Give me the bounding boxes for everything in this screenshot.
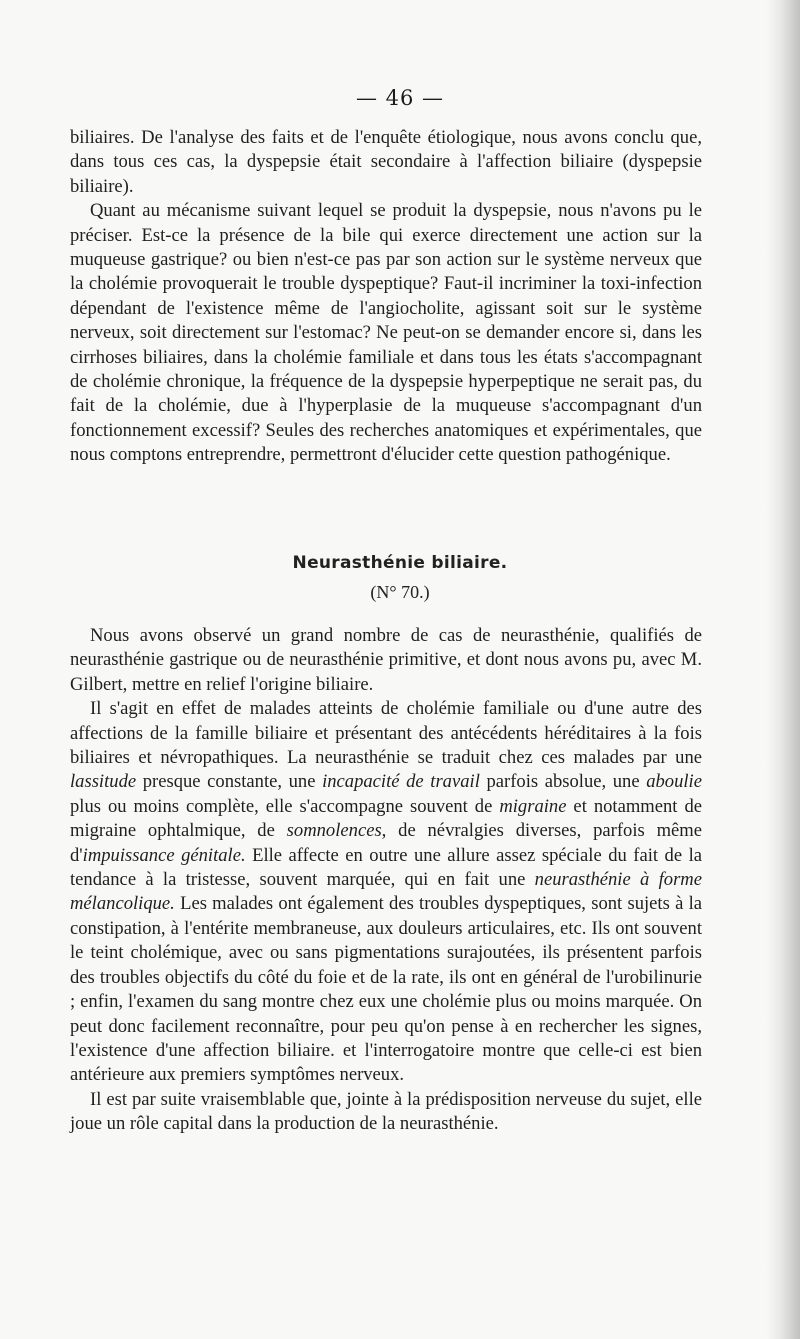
text-run: plus ou moins complète, elle s'accompagne souvent de — [70, 795, 500, 817]
page-number: — 46 — — [355, 86, 445, 110]
text-block-bottom — [70, 624, 702, 1137]
text-run: et notamment de migraine ophtalmique, de — [70, 795, 702, 842]
text-run: presque constante, une — [136, 771, 323, 793]
text-block-top — [70, 126, 702, 468]
paragraph-symptoms — [70, 697, 702, 1088]
emphasis-aboulie: aboulie — [646, 771, 702, 793]
emphasis-impuissance: impuissance génitale. — [82, 844, 246, 866]
paragraph-observation: Nous avons observé un grand nombre de cas de neurasthénie, qualifiés de neurasthénie gastrique ou de neurasthénie primitive, et dont nous avons pu, avec M. Gilbert, mettre en relief l'origine biliaire. — [70, 625, 702, 695]
text-run: Les malades ont également des troubles dyspeptiques, sont sujets à la constipation, à l'entérite membraneuse, aux douleurs articulaires, etc. Ils ont souvent le teint cholémique, avec ou sans pigmentations surajoutées, ils présentent parfois des troubles objectifs du côté du foie et de la rate, ils ont en général de l'urobilinurie ; enfin, l'examen du sang montre chez eux une cholémie plus ou moins marquée. On peut donc facilement reconnaître, pour peu qu'on pense à en rechercher les signes, l'existence d'une affection biliaire. et l'interrogatoire montre que celle-ci est bien antérieure aux premiers symptômes nerveux. — [70, 893, 702, 1086]
emphasis-lassitude: lassitude — [70, 771, 137, 793]
emphasis-somnolences: somnolences, — [286, 820, 387, 842]
paragraph-continuation: biliaires. De l'analyse des faits et de l'enquête étiologique, nous avons conclu que, dans tous ces cas, la dyspepsie était secondaire à l'affection biliaire (dyspepsie biliaire). — [70, 127, 702, 197]
text-run: parfois absolue, une — [479, 771, 647, 793]
text-run: de névralgies diverses, parfois même d' — [70, 820, 702, 866]
paragraph-mechanism: Quant au mécanisme suivant lequel se produit la dyspepsie, nous n'avons pu le préciser. Est-ce la présence de la bile qui exerce directement une action sur la muqueuse gastrique? ou bien n'est-ce pas par son action sur le système nerveux que la cholémie provoquerait le trouble dyspeptique? Faut-il incriminer la toxi-infection dépendant de l'existence même de l'angiocholite, agissant soit sur le système nerveux, soit directement sur l'estomac? Ne peut-on se demander encore si, dans les cirrhoses biliaires, dans la cholémie familiale et dans tous les états s'accompagnant de cholémie chronique, la fréquence de la dyspepsie hyperpeptique ne serait pas, du fait de la cholémie, due à l'hyperplasie de la muqueuse s'accompagnant d'un fonctionnement excessif? Seules des recherches anatomiques et expérimentales, que nous comptons entreprendre, permettront d'élucider cette question pathogénique. — [70, 200, 702, 466]
emphasis-incapacite: incapacité de travail — [322, 771, 480, 793]
text-run: Elle affecte en outre une allure assez spéciale du fait de la tendance à la tristesse, souvent marquée, qui en fait une — [70, 844, 702, 891]
emphasis-neurasthenie-melancolique: neurasthénie à forme mélancolique. — [70, 869, 702, 915]
text-run: Il s'agit en effet de malades atteints de cholémie familiale ou d'une autre des affections de la famille biliaire et présentant des antécédents héréditaires à la fois biliaires et névropathiques. La neurasthénie se traduit chez ces malades par une — [70, 698, 702, 769]
paragraph-conclusion: Il est par suite vraisemblable que, jointe à la prédisposition nerveuse du sujet, elle joue un rôle capital dans la production de la neurasthénie. — [70, 1088, 702, 1135]
section-title: Neurasthénie biliaire. — [292, 553, 508, 573]
section-number: (N° 70.) — [370, 582, 430, 602]
emphasis-migraine: migraine — [499, 795, 567, 817]
page-edge-shadow — [766, 0, 800, 1339]
